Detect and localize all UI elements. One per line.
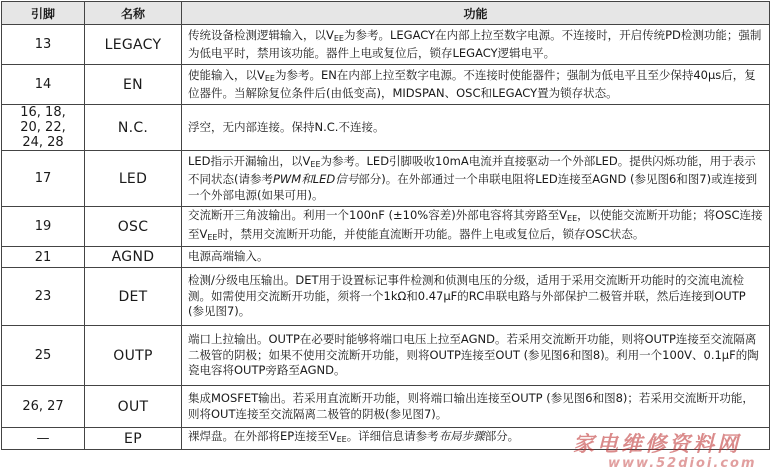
pin-name: EN <box>85 65 182 105</box>
pin-name: N.C. <box>85 105 182 151</box>
pin-name: LED <box>85 151 182 207</box>
pin-name: LEGACY <box>85 25 182 65</box>
pin-name: AGND <box>85 247 182 268</box>
pin-number: 21 <box>2 247 85 268</box>
watermark-site-name: 家电维修资料网 <box>573 431 741 456</box>
pin-number: 13 <box>2 25 85 65</box>
pin-number: 25 <box>2 326 85 386</box>
pin-number: 26, 27 <box>2 386 85 428</box>
pin-function: 端口上拉输出。OUTP在必要时能够将端口电压上拉至AGND。若采用交流断开功能，则将OUTP连接至交流隔离二极管的阴极；如果不使用交流断开功能，则将OUTP连接至OUT (参见图6和图8)。利用一个100V、0.1µF的陶瓷电容将OUTP旁路至AGND。 <box>182 326 770 386</box>
pin-number: 19 <box>2 207 85 247</box>
pin-name: OUTP <box>85 326 182 386</box>
pin-function: 电源高端输入。 <box>182 247 770 268</box>
pin-name: DET <box>85 268 182 326</box>
pin-name: OUT <box>85 386 182 428</box>
table-row <box>2 428 770 450</box>
watermark-url: www.52dioi.com <box>608 456 757 471</box>
table-header-row <box>2 2 770 25</box>
pin-description-table <box>1 1 770 450</box>
pin-function: 检测/分级电压输出。DET用于设置标记事件检测和侦测电压的分级，适用于采用交流断开功能时的交流电流检测。如需使用交流断开功能，须将一个1kΩ和0.47µF的RC串联电路与外部保护二极管并联，然后连接到OUTP (参见图7)。 <box>182 268 770 326</box>
pin-number: 14 <box>2 65 85 105</box>
pin-function: 交流断开三角波输出。利用一个100nF (±10%容差)外部电容将其旁路至$V_{EE}$，以使能交流断开功能；将OSC连接至$V_{EE}$时，禁用交流断开功能，并使能直流断开功能。器件上电或复位后，锁存OSC状态。 <box>182 207 770 247</box>
table-row <box>2 105 770 151</box>
table-row <box>2 247 770 268</box>
pin-name: EP <box>85 428 182 450</box>
pin-name: OSC <box>85 207 182 247</box>
table-row <box>2 326 770 386</box>
pin-function: 裸焊盘。在外部将EP连接至$V_{EE}$。详细信息请参考布局步骤部分。 <box>182 428 770 450</box>
pin-number: — <box>2 428 85 450</box>
pin-number: 23 <box>2 268 85 326</box>
header-pin: 引脚 <box>2 2 85 25</box>
pin-function: 浮空，无内部连接。保持N.C.不连接。 <box>182 105 770 151</box>
pin-number: 16, 18, 20, 22, 24, 28 <box>2 105 85 151</box>
table-row <box>2 25 770 65</box>
header-function: 功能 <box>182 2 770 25</box>
pin-function: LED指示开漏输出，以$V_{EE}$为参考。LED引脚吸收10mA电流并直接驱动一个外部LED。提供闪烁功能，用于表示不同状态(请参考PWM和LED信号部分)。在外部通过一个串联电阻将LED连接至AGND (参见图6和图7)或连接到一个外部电源(如果可用)。 <box>182 151 770 207</box>
table-row <box>2 207 770 247</box>
pin-number: 17 <box>2 151 85 207</box>
header-name: 名称 <box>85 2 182 25</box>
table-row <box>2 386 770 428</box>
pin-function: 集成MOSFET输出。若采用直流断开功能，则将端口输出连接至OUTP (参见图6和图8)；若采用交流断开功能，则将OUT连接至交流隔离二极管的阴极(参见图7)。 <box>182 386 770 428</box>
pin-function: 使能输入，以$V_{EE}$为参考。EN在内部上拉至数字电源。不连接时使能器件；强制为低电平且至少保持40µs后，复位器件。当解除复位条件后(由低变高)，MIDSPAN、OSC和LEGACY置为锁存状态。 <box>182 65 770 105</box>
table-row <box>2 151 770 207</box>
pin-function: 传统设备检测逻辑输入，以$V_{EE}$为参考。LEGACY在内部上拉至数字电源。不连接时，开启传统PD检测功能；强制为低电平时，禁用该功能。器件上电或复位后，锁存LEGACY逻辑电平。 <box>182 25 770 65</box>
table-row <box>2 65 770 105</box>
table-row <box>2 268 770 326</box>
